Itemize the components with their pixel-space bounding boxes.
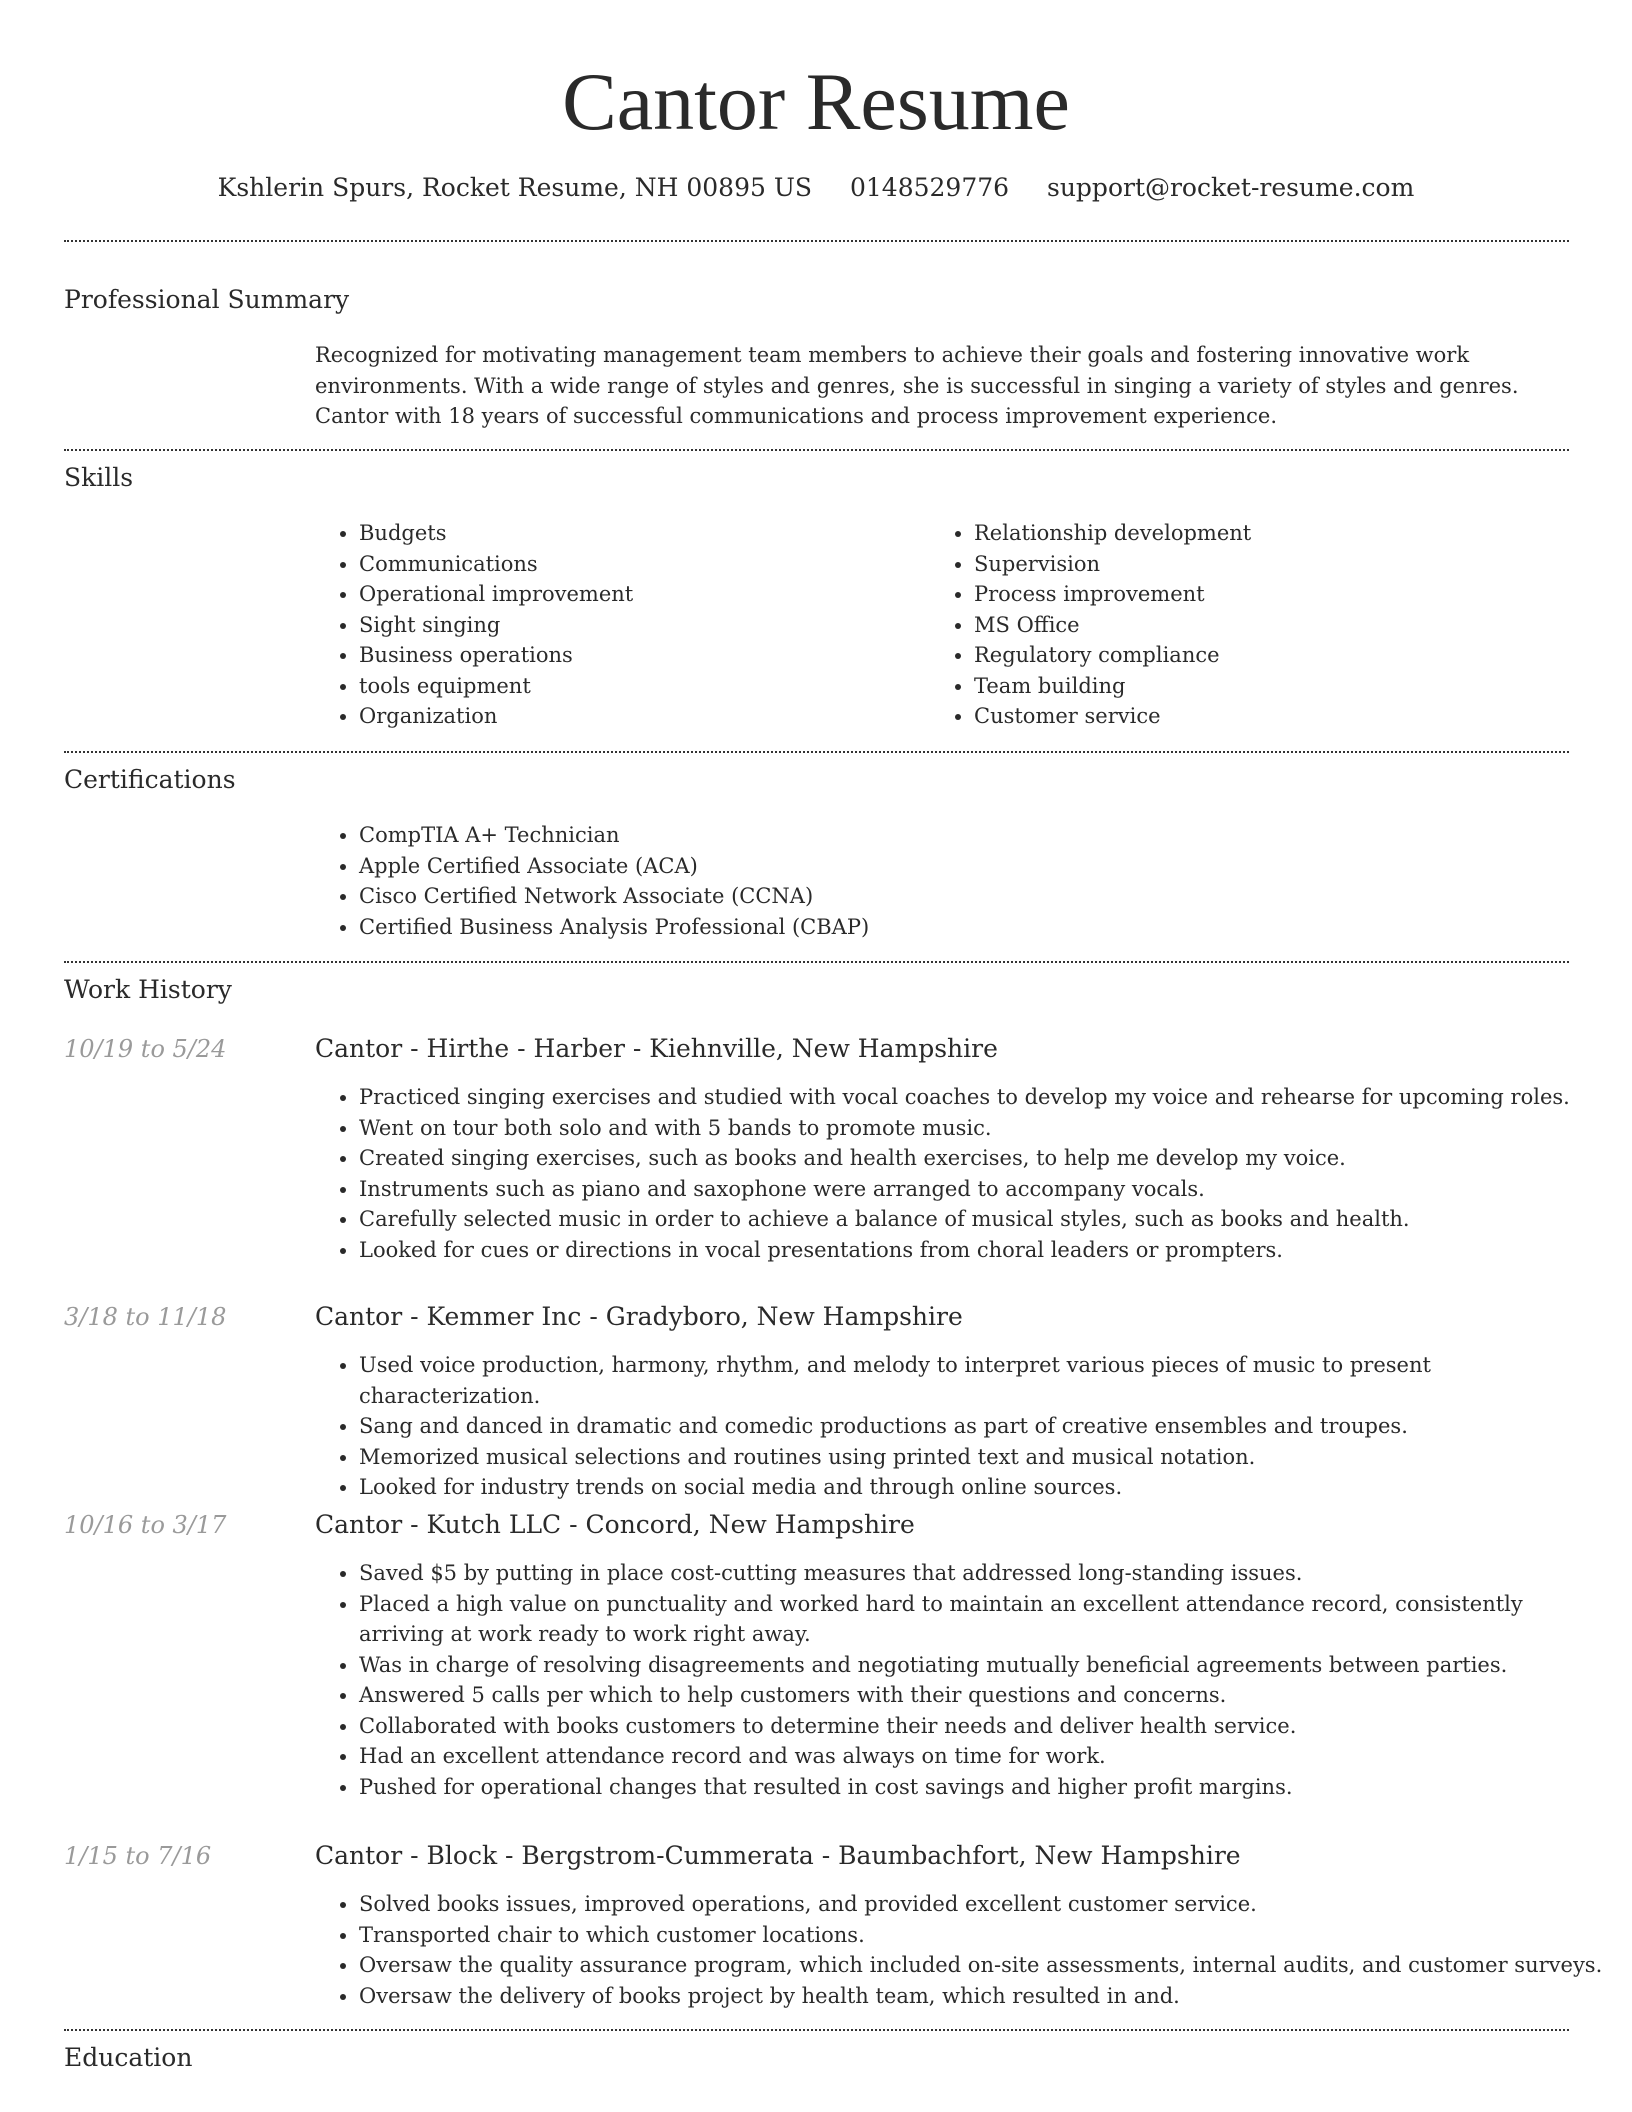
job-dates: 10/19 to 5/24 <box>64 1035 227 1063</box>
skill-item: • Team building <box>974 671 1574 702</box>
job-bullet: • Looked for cues or directions in vocal presentations from choral leaders or prompters. <box>359 1235 1614 1266</box>
job-bullet: • Sang and danced in dramatic and comedic productions as part of creative ensembles and troupes. <box>359 1411 1614 1442</box>
divider <box>64 240 1569 242</box>
job-title: Cantor - Kutch LLC - Concord, New Hampshire <box>315 1510 915 1539</box>
job-dates: 10/16 to 3/17 <box>64 1511 227 1539</box>
job-bullet: • Oversaw the delivery of books project by health team, which resulted in and. <box>359 1981 1614 2012</box>
job-bullet: • Carefully selected music in order to achieve a balance of musical styles, such as books and health. <box>359 1204 1614 1235</box>
skills-list-right <box>930 518 1574 732</box>
contact-line <box>0 172 1632 204</box>
skill-item: • Organization <box>359 701 929 732</box>
job-bullets <box>315 1350 1614 1503</box>
resume-title: Cantor Resume <box>562 56 1070 147</box>
section-title-education: Education <box>64 2043 193 2072</box>
skill-item: • Relationship development <box>974 518 1574 549</box>
job-bullet: • Saved $5 by putting in place cost-cutting measures that addressed long-standing issues. <box>359 1558 1614 1589</box>
job-dates: 3/18 to 11/18 <box>64 1303 227 1331</box>
skill-item: • Process improvement <box>974 579 1574 610</box>
section-title-summary: Professional Summary <box>64 285 350 314</box>
job-bullet: • Pushed for operational changes that resulted in cost savings and higher profit margins. <box>359 1772 1614 1803</box>
job-bullet: • Looked for industry trends on social media and through online sources. <box>359 1472 1614 1503</box>
certification-item: • CompTIA A+ Technician <box>359 820 1609 851</box>
job-bullets <box>315 1889 1614 2011</box>
divider <box>64 961 1569 963</box>
skill-item: • Regulatory compliance <box>974 640 1574 671</box>
job-bullet: • Memorized musical selections and routines using printed text and musical notation. <box>359 1442 1614 1473</box>
section-title-work-history: Work History <box>64 975 232 1004</box>
job-bullets <box>315 1082 1614 1265</box>
job-bullet: • Oversaw the quality assurance program, which included on-site assessments, internal audits, and customer surveys. <box>359 1950 1614 1981</box>
job-bullet: • Created singing exercises, such as books and health exercises, to help me develop my voice. <box>359 1143 1614 1174</box>
job-dates: 1/15 to 7/16 <box>64 1842 212 1870</box>
section-title-certifications: Certifications <box>64 765 236 794</box>
skill-item: • Communications <box>359 549 929 580</box>
job-bullet: • Went on tour both solo and with 5 bands to promote music. <box>359 1113 1614 1144</box>
job-bullet: • Answered 5 calls per which to help customers with their questions and concerns. <box>359 1680 1614 1711</box>
certification-item: • Cisco Certified Network Associate (CCNA) <box>359 881 1609 912</box>
skill-item: • Business operations <box>359 640 929 671</box>
job-bullet: • Instruments such as piano and saxophone were arranged to accompany vocals. <box>359 1174 1614 1205</box>
skill-item: • MS Office <box>974 610 1574 641</box>
certifications-list <box>315 820 1609 942</box>
contact-phone: 0148529776 <box>849 173 1010 202</box>
job-bullets <box>315 1558 1614 1802</box>
divider <box>64 751 1569 753</box>
contact-email: support@rocket-resume.com <box>1047 173 1415 202</box>
job-bullet: • Transported chair to which customer locations. <box>359 1920 1614 1951</box>
job-title: Cantor - Block - Bergstrom-Cummerata - Baumbachfort, New Hampshire <box>315 1841 1241 1870</box>
job-title: Cantor - Kemmer Inc - Gradyboro, New Hampshire <box>315 1302 963 1331</box>
job-bullet: • Used voice production, harmony, rhythm, and melody to interpret various pieces of music to present characterization. <box>359 1350 1614 1411</box>
job-bullet: • Collaborated with books customers to determine their needs and deliver health service. <box>359 1711 1614 1742</box>
certification-item: • Apple Certified Associate (ACA) <box>359 851 1609 882</box>
job-title: Cantor - Hirthe - Harber - Kiehnville, New Hampshire <box>315 1034 998 1063</box>
skill-item: • Operational improvement <box>359 579 929 610</box>
skill-item: • Supervision <box>974 549 1574 580</box>
skill-item: • Customer service <box>974 701 1574 732</box>
job-bullet: • Was in charge of resolving disagreements and negotiating mutually beneficial agreements between parties. <box>359 1650 1614 1681</box>
divider <box>64 2029 1569 2031</box>
certification-item: • Certified Business Analysis Professional (CBAP) <box>359 912 1609 943</box>
job-bullet: • Placed a high value on punctuality and worked hard to maintain an excellent attendance record, consistently arriving at work ready to work right away. <box>359 1589 1614 1650</box>
skill-item: • tools equipment <box>359 671 929 702</box>
contact-address: Kshlerin Spurs, Rocket Resume, NH 00895 US <box>217 173 813 202</box>
divider <box>64 449 1569 451</box>
skill-item: • Budgets <box>359 518 929 549</box>
job-bullet: • Solved books issues, improved operations, and provided excellent customer service. <box>359 1889 1614 1920</box>
skills-list-left <box>315 518 929 732</box>
job-bullet: • Had an excellent attendance record and was always on time for work. <box>359 1741 1614 1772</box>
skill-item: • Sight singing <box>359 610 929 641</box>
summary-text: Recognized for motivating management team members to achieve their goals and fostering innovative work environments. With a wide range of styles and genres, she is successful in singing a variety of styles and genres. Cantor with 18 years of successful communications and process improvement experience. <box>315 343 1519 428</box>
section-title-skills: Skills <box>64 463 134 492</box>
job-bullet: • Practiced singing exercises and studied with vocal coaches to develop my voice and rehearse for upcoming roles. <box>359 1082 1614 1113</box>
